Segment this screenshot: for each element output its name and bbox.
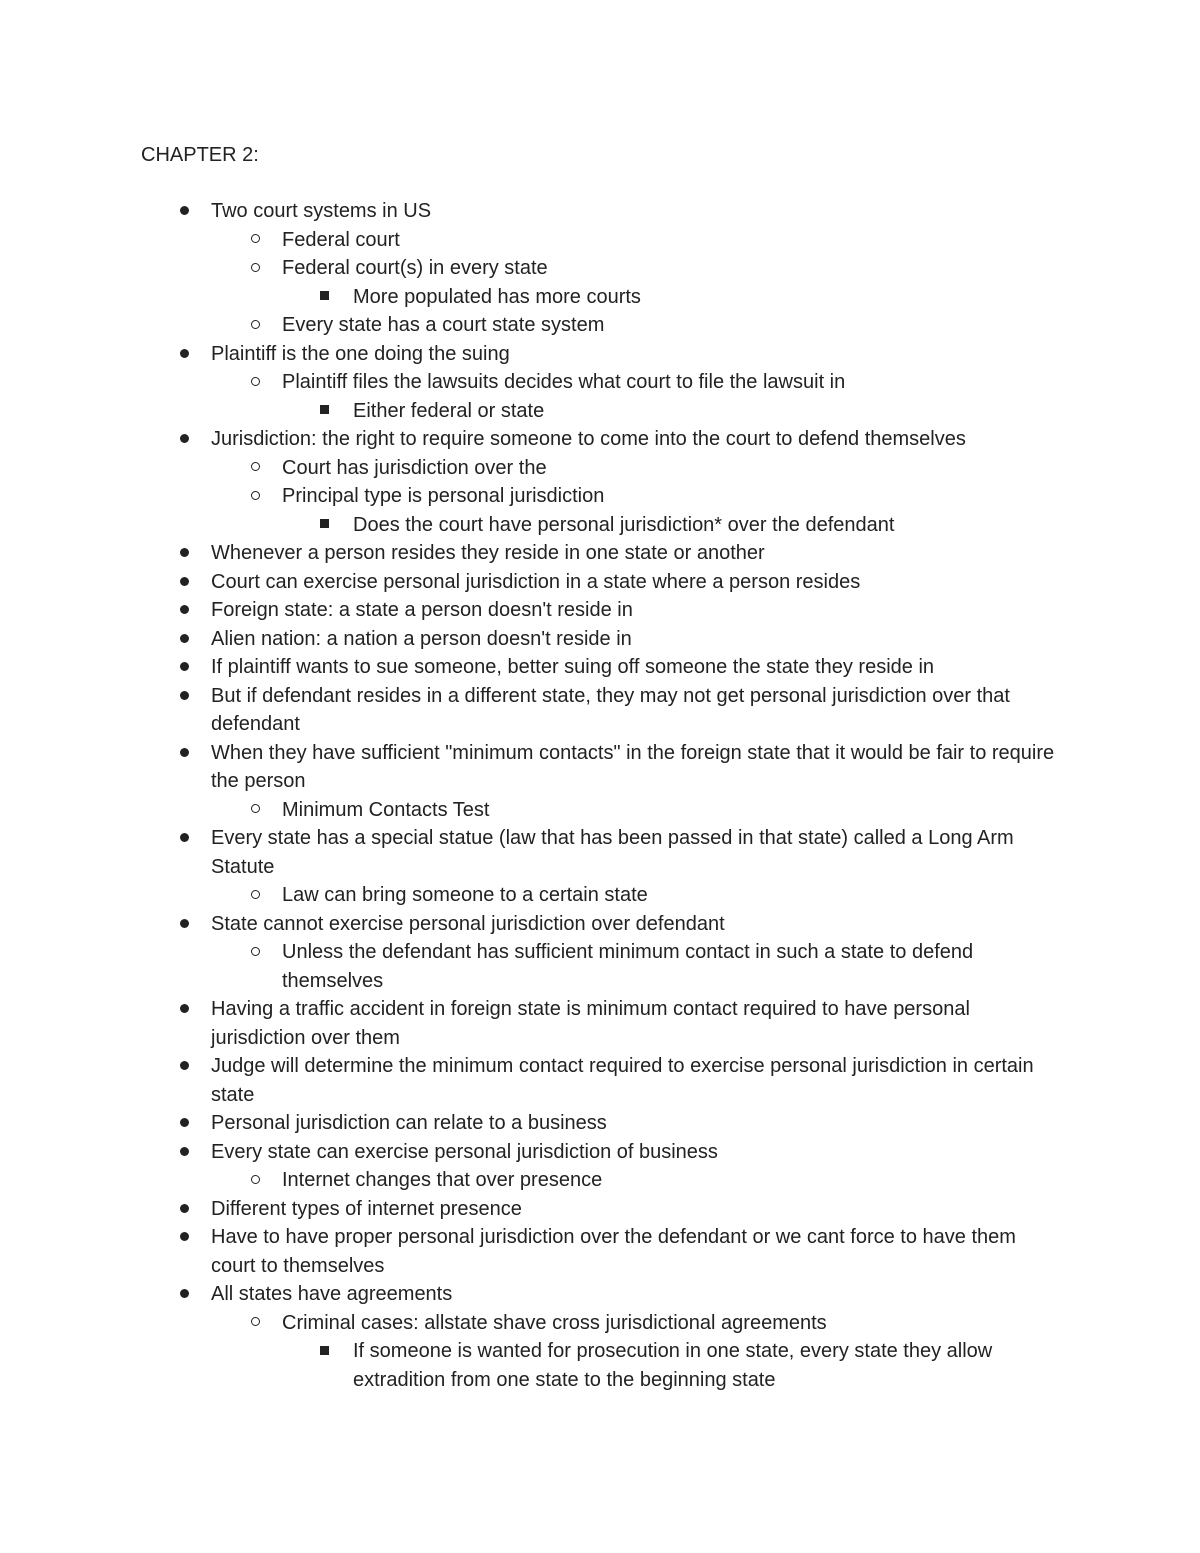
filled-circle-bullet-icon xyxy=(174,1138,194,1167)
list-item-text: Alien nation: a nation a person doesn't reside in xyxy=(211,627,632,650)
list-item xyxy=(0,995,1061,1052)
list-item-text: Plaintiff files the lawsuits decides what court to file the lawsuit in xyxy=(282,371,846,393)
list-item xyxy=(0,1195,1061,1224)
list-item-text: Does the court have personal jurisdiction* over the defendant xyxy=(353,513,895,536)
filled-circle-bullet-icon xyxy=(174,539,194,568)
list-item-text: Judge will determine the minimum contact required to exercise personal jurisdiction in certain state xyxy=(211,1055,1034,1106)
list-item xyxy=(0,910,1061,939)
list-item xyxy=(0,881,1062,910)
filled-circle-bullet-icon xyxy=(174,1280,194,1309)
square-bullet-icon xyxy=(314,283,334,312)
filled-circle-bullet-icon xyxy=(174,682,194,711)
filled-circle-bullet-icon xyxy=(174,1109,194,1138)
list-item xyxy=(0,283,1063,312)
filled-circle-bullet-icon xyxy=(174,824,194,853)
list-item xyxy=(0,397,1063,426)
list-item xyxy=(0,1052,1061,1109)
list-item xyxy=(0,1309,1062,1338)
list-item-text: Every state has a special statue (law that has been passed in that state) called a Long Arm Statute xyxy=(211,827,1014,878)
filled-circle-bullet-icon xyxy=(174,625,194,654)
list-item xyxy=(0,482,1062,511)
list-item xyxy=(0,454,1062,483)
filled-circle-bullet-icon xyxy=(174,1052,194,1081)
hollow-circle-bullet-icon xyxy=(245,881,265,910)
chapter-title: CHAPTER 2: xyxy=(141,144,259,166)
list-item-text: State cannot exercise personal jurisdiction over defendant xyxy=(211,912,725,935)
list-item xyxy=(0,596,1061,625)
list-item xyxy=(0,1223,1061,1280)
hollow-circle-bullet-icon xyxy=(245,938,265,967)
filled-circle-bullet-icon xyxy=(174,995,194,1024)
list-item-text: Federal court xyxy=(282,228,400,251)
list-item-text: More populated has more courts xyxy=(353,285,641,308)
filled-circle-bullet-icon xyxy=(174,425,194,454)
list-item-text: When they have sufficient "minimum contacts" in the foreign state that it would be fair to require the person xyxy=(211,741,1055,792)
hollow-circle-bullet-icon xyxy=(245,1309,265,1338)
list-item-text: Every state can exercise personal jurisdiction of business xyxy=(211,1140,718,1163)
list-item xyxy=(0,1337,1063,1394)
list-item xyxy=(0,739,1061,796)
list-item xyxy=(0,938,1062,995)
hollow-circle-bullet-icon xyxy=(245,482,265,511)
list-item-text: Personal jurisdiction can relate to a business xyxy=(211,1112,607,1134)
list-item xyxy=(0,539,1061,568)
list-item-text: If plaintiff wants to sue someone, better suing off someone the state they reside in xyxy=(211,656,935,678)
list-item xyxy=(0,1138,1061,1167)
filled-circle-bullet-icon xyxy=(174,910,194,939)
list-item-text: Court can exercise personal jurisdiction in a state where a person resides xyxy=(211,570,861,593)
list-item-text: All states have agreements xyxy=(211,1283,453,1305)
list-item-text: Principal type is personal jurisdiction xyxy=(282,485,605,507)
list-item-text: Whenever a person resides they reside in one state or another xyxy=(211,542,765,564)
list-item xyxy=(0,568,1061,597)
list-item xyxy=(0,340,1061,369)
list-item xyxy=(0,511,1063,540)
list-item-text: Either federal or state xyxy=(353,399,545,422)
square-bullet-icon xyxy=(314,511,334,540)
list-item xyxy=(0,653,1061,682)
list-item-text: Foreign state: a state a person doesn't reside in xyxy=(211,599,633,621)
list-item xyxy=(0,197,1061,226)
list-item xyxy=(0,254,1062,283)
square-bullet-icon xyxy=(314,397,334,426)
hollow-circle-bullet-icon xyxy=(245,368,265,397)
list-item xyxy=(0,625,1061,654)
filled-circle-bullet-icon xyxy=(174,197,194,226)
hollow-circle-bullet-icon xyxy=(245,454,265,483)
filled-circle-bullet-icon xyxy=(174,739,194,768)
list-item-text: If someone is wanted for prosecution in one state, every state they allow extradition from one state to the beginning state xyxy=(353,1340,993,1391)
list-item-text: Court has jurisdiction over the xyxy=(282,456,547,479)
square-bullet-icon xyxy=(314,1337,334,1366)
list-item-text: Minimum Contacts Test xyxy=(282,798,490,821)
list-item-text: Law can bring someone to a certain state xyxy=(282,884,648,906)
list-item xyxy=(0,226,1062,255)
list-item-text: Criminal cases: allstate shave cross jurisdictional agreements xyxy=(282,1311,827,1334)
hollow-circle-bullet-icon xyxy=(245,254,265,283)
list-item-text: Jurisdiction: the right to require someone to come into the court to defend themselves xyxy=(211,428,966,450)
filled-circle-bullet-icon xyxy=(174,340,194,369)
list-item xyxy=(0,824,1061,881)
list-item xyxy=(0,425,1061,454)
filled-circle-bullet-icon xyxy=(174,1195,194,1224)
list-item xyxy=(0,1280,1061,1309)
filled-circle-bullet-icon xyxy=(174,1223,194,1252)
hollow-circle-bullet-icon xyxy=(245,226,265,255)
list-item-text: Have to have proper personal jurisdiction over the defendant or we cant force to have them court to themselves xyxy=(211,1226,1016,1277)
filled-circle-bullet-icon xyxy=(174,596,194,625)
list-item xyxy=(0,1166,1062,1195)
list-item xyxy=(0,796,1062,825)
filled-circle-bullet-icon xyxy=(174,653,194,682)
hollow-circle-bullet-icon xyxy=(245,796,265,825)
list-item-text: Different types of internet presence xyxy=(211,1197,522,1220)
list-item xyxy=(0,682,1061,739)
hollow-circle-bullet-icon xyxy=(245,1166,265,1195)
list-item xyxy=(0,1109,1061,1138)
list-item-text: But if defendant resides in a different state, they may not get personal jurisdiction over that defendant xyxy=(211,684,1010,735)
list-item-text: Having a traffic accident in foreign state is minimum contact required to have personal jurisdiction over them xyxy=(211,998,970,1049)
hollow-circle-bullet-icon xyxy=(245,311,265,340)
list-item xyxy=(0,368,1062,397)
list-item-text: Internet changes that over presence xyxy=(282,1169,603,1191)
list-item-text: Two court systems in US xyxy=(211,200,432,222)
list-item xyxy=(0,311,1062,340)
list-item-text: Plaintiff is the one doing the suing xyxy=(211,342,510,365)
list-item-text: Unless the defendant has sufficient minimum contact in such a state to defend themselves xyxy=(282,941,974,992)
notes-list xyxy=(0,197,1200,1394)
list-item-text: Federal court(s) in every state xyxy=(282,257,548,279)
list-item-text: Every state has a court state system xyxy=(282,314,605,336)
filled-circle-bullet-icon xyxy=(174,568,194,597)
